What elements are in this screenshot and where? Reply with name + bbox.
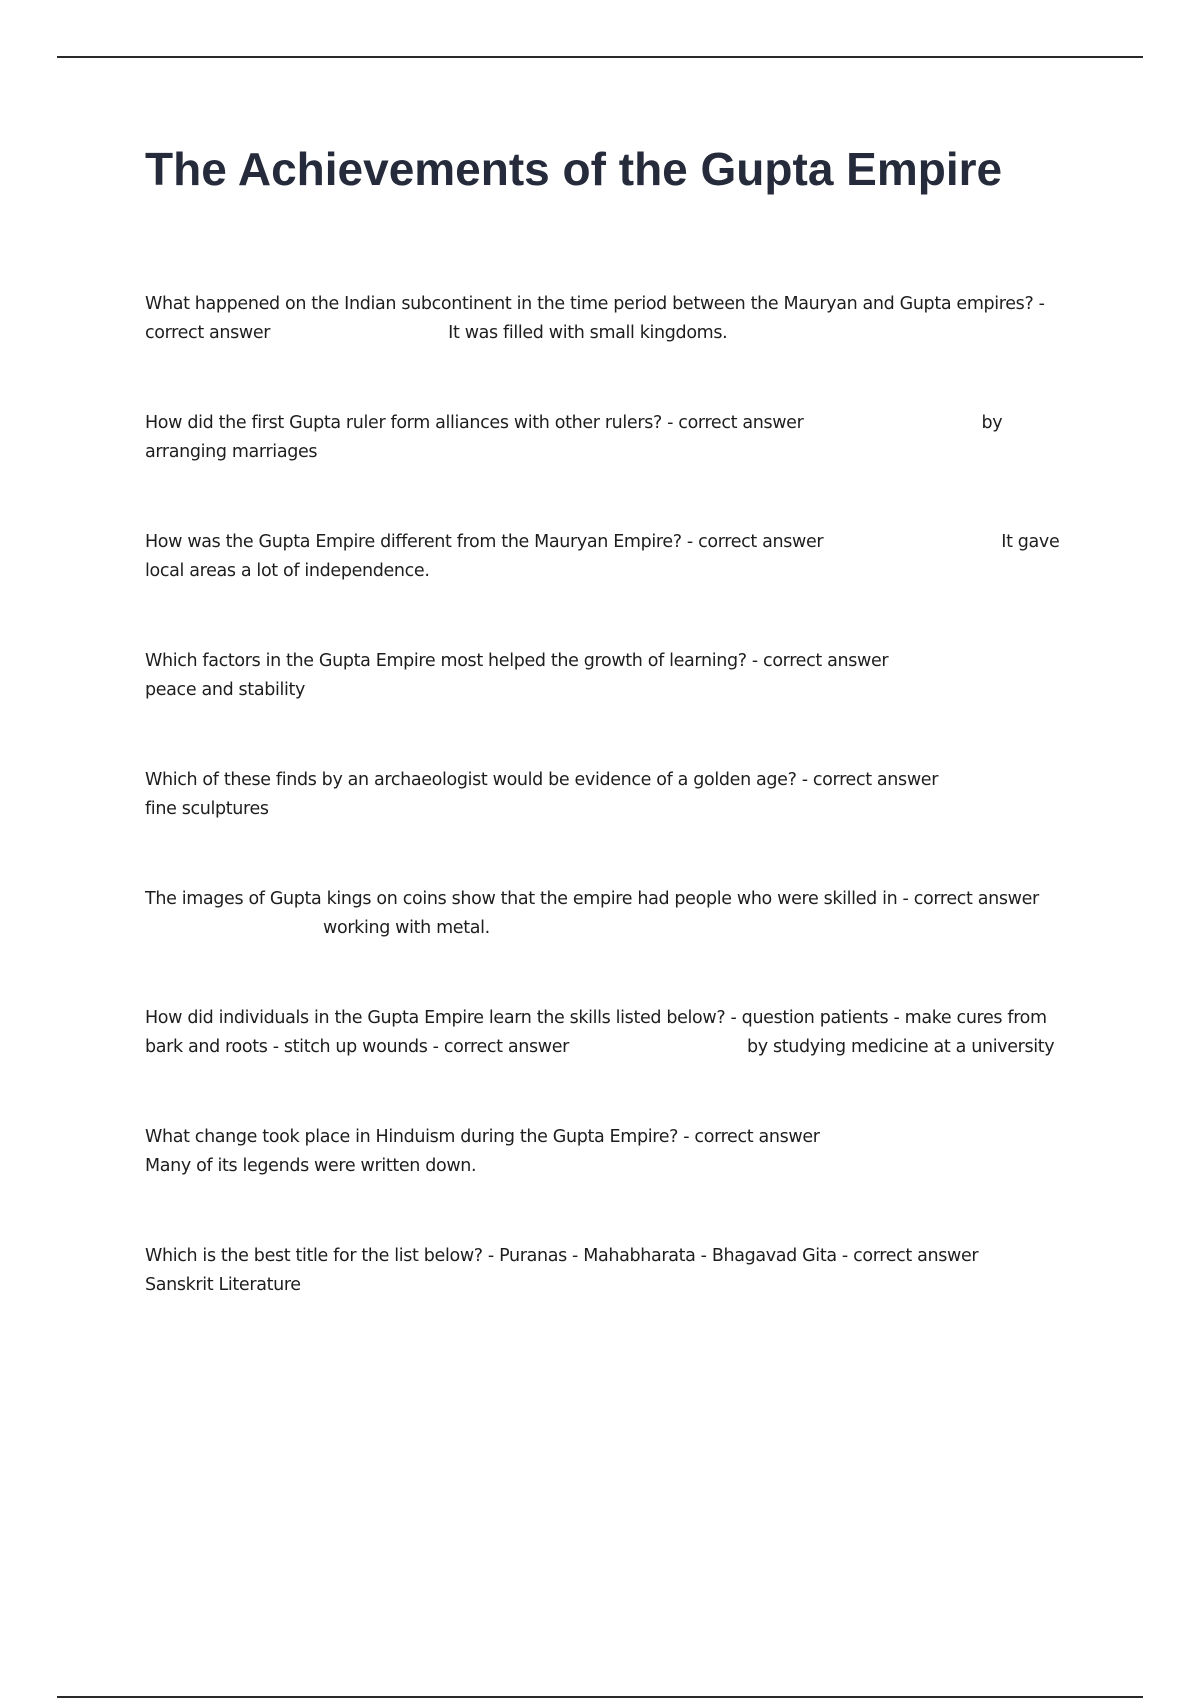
qa-item: [145, 1004, 1069, 1062]
qa-item: [145, 766, 1069, 824]
question-text: What happened on the Indian subcontinent in the time period between the Mauryan and Gupta empires? - correct answer: [145, 294, 1045, 343]
top-rule: [57, 56, 1143, 58]
question-text: Which is the best title for the list below? - Puranas - Mahabharata - Bhagavad Gita - correct answer: [145, 1246, 979, 1266]
bottom-rule: [57, 1696, 1143, 1698]
question-text: How did individuals in the Gupta Empire learn the skills listed below? - question patients - make cures from bark and roots - stitch up wounds - correct answer: [145, 1008, 1047, 1057]
answer-text: working with metal.: [323, 918, 490, 938]
question-text: What change took place in Hinduism during the Gupta Empire? - correct answer: [145, 1127, 820, 1147]
qa-item: [145, 885, 1069, 943]
question-text: How did the first Gupta ruler form alliances with other rulers? - correct answer: [145, 413, 804, 433]
document-title: The Achievements of the Gupta Empire: [145, 143, 1003, 195]
question-text: Which of these finds by an archaeologist would be evidence of a golden age? - correct answer: [145, 770, 939, 790]
question-text: How was the Gupta Empire different from the Mauryan Empire? - correct answer: [145, 532, 824, 552]
answer-text: by arranging marriages: [145, 413, 1003, 462]
qa-item: [145, 1242, 1069, 1300]
answer-text: peace and stability: [145, 680, 306, 700]
question-text: Which factors in the Gupta Empire most helped the growth of learning? - correct answer: [145, 651, 889, 671]
question-text: The images of Gupta kings on coins show that the empire had people who were skilled in - correct answer: [145, 889, 1039, 909]
answer-text: Sanskrit Literature: [145, 1275, 301, 1295]
qa-item: [145, 647, 1069, 705]
qa-item: [145, 1123, 1069, 1181]
answer-text: fine sculptures: [145, 799, 269, 819]
answer-text: It was filled with small kingdoms.: [448, 323, 728, 343]
answer-text: It gave local areas a lot of independence.: [145, 532, 1060, 581]
qa-item: [145, 409, 1069, 467]
answer-text: by studying medicine at a university: [747, 1037, 1055, 1057]
qa-item: [145, 528, 1069, 586]
answer-text: Many of its legends were written down.: [145, 1156, 477, 1176]
qa-item: [145, 290, 1069, 348]
qa-list: [145, 290, 1069, 1361]
